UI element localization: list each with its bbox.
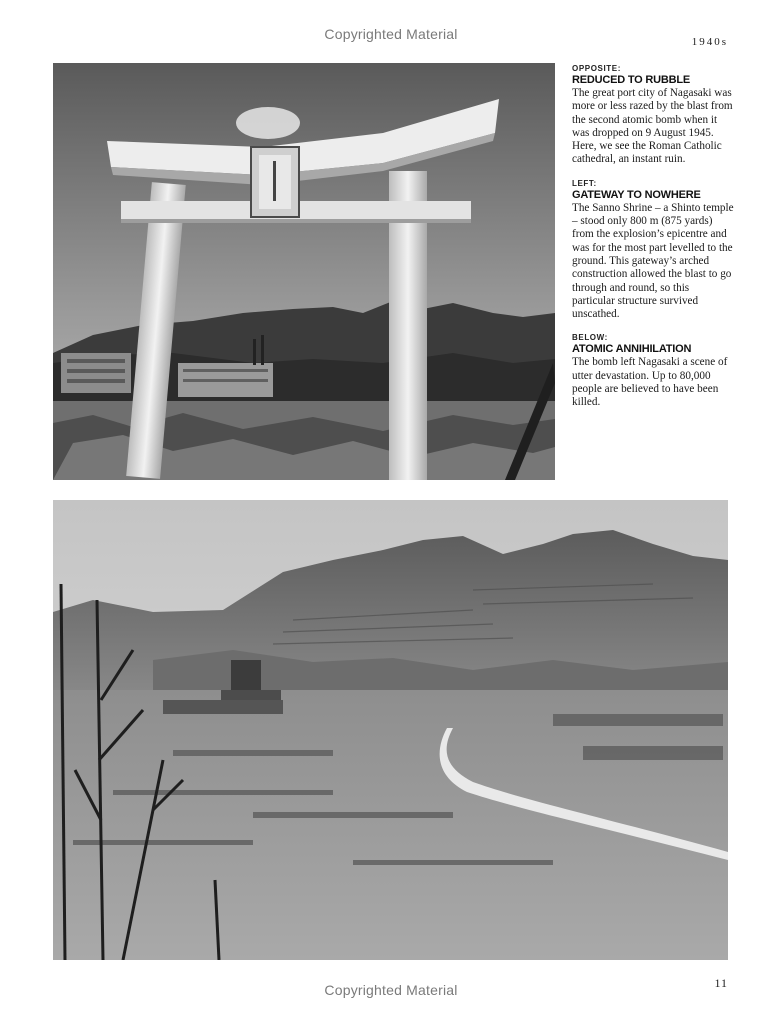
captions-column xyxy=(572,64,734,422)
photo-torii-gateway xyxy=(53,63,555,480)
caption-heading: GATEWAY TO NOWHERE xyxy=(572,188,701,201)
watermark-top: Copyrighted Material xyxy=(324,26,458,42)
photo-devastated-landscape xyxy=(53,500,728,960)
caption-below xyxy=(572,333,734,409)
caption-ref: BELOW: xyxy=(572,333,608,343)
caption-body: The great port city of Nagasaki was more or less razed by the blast from the second atomic bomb when it was dropped on 9 August 1945. Here, we see the Roman Catholic cathedral, an instant ruin. xyxy=(572,87,733,166)
caption-body: The Sanno Shrine – a Shinto temple – stood only 800 m (875 yards) from the explosion’s epicentre and was for the most part levelled to the ground. This gateway’s arched construction allowed the blast to go through and round, so this particular structure survived unscathed. xyxy=(572,201,734,321)
page-number: 11 xyxy=(714,976,728,990)
caption-ref: OPPOSITE: xyxy=(572,64,621,73)
caption-heading: REDUCED TO RUBBLE xyxy=(572,74,691,86)
caption-heading: ATOMIC ANNIHILATION xyxy=(572,343,692,356)
caption-opposite xyxy=(572,64,734,167)
running-head: 1940s xyxy=(691,36,728,48)
caption-body: The bomb left Nagasaki a scene of utter devastation. Up to 80,000 people are believed to have been killed. xyxy=(572,356,728,409)
caption-ref: LEFT: xyxy=(572,178,597,188)
watermark-bottom: Copyrighted Material xyxy=(324,982,458,998)
caption-left xyxy=(572,179,734,322)
